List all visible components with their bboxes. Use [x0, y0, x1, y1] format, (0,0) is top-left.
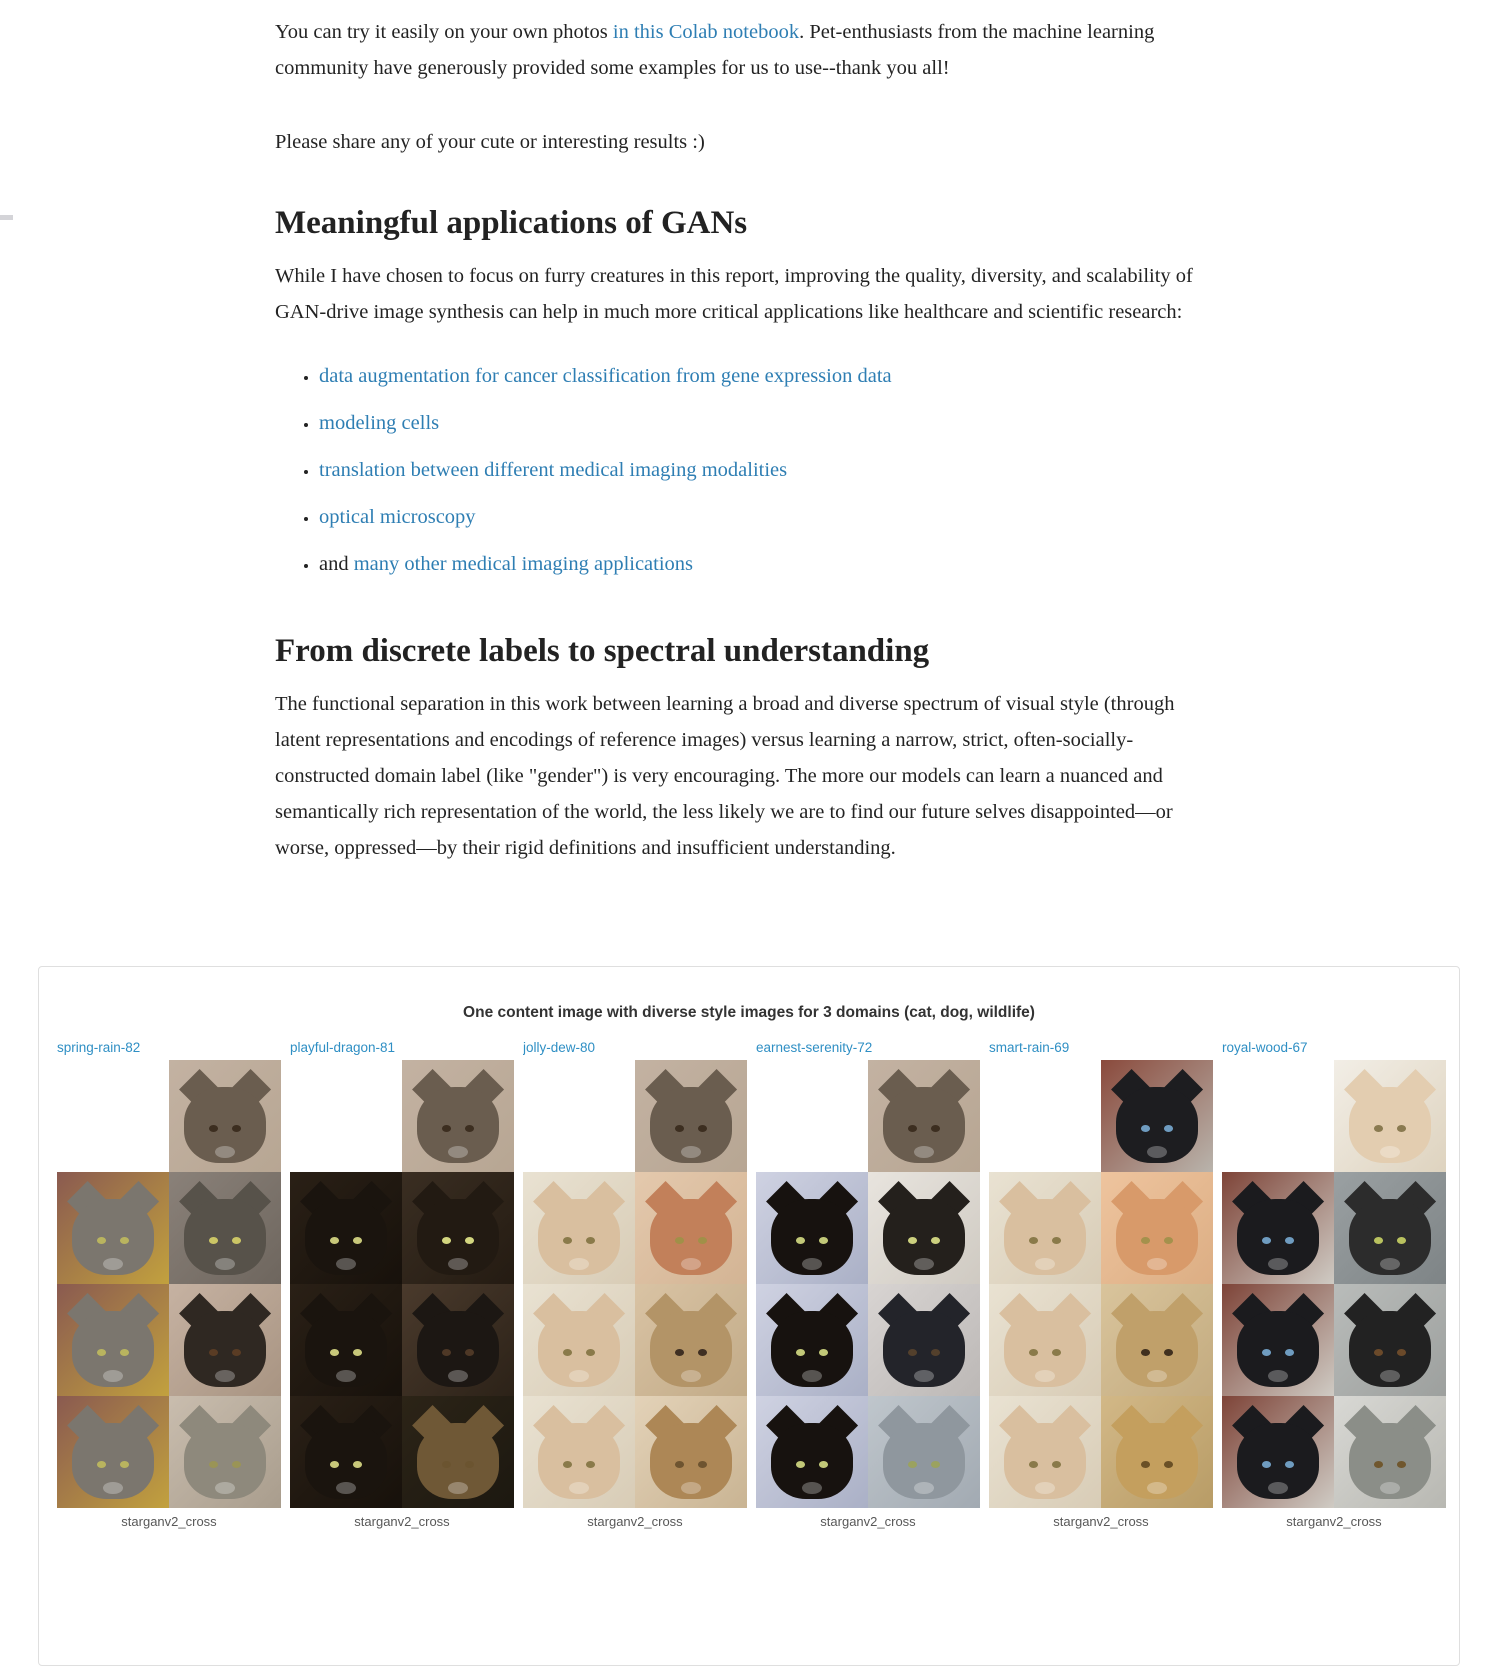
animal-eye-shape [698, 1125, 707, 1132]
output-image-cat[interactable] [169, 1172, 281, 1284]
animal-muzzle-shape [802, 1370, 822, 1382]
animal-face-shape [650, 1199, 733, 1275]
animal-eye-shape [442, 1237, 451, 1244]
animal-eye-shape [908, 1237, 917, 1244]
animal-face-shape [1004, 1199, 1087, 1275]
output-image-dog[interactable] [1101, 1284, 1213, 1396]
animal-eye-shape [330, 1461, 339, 1468]
animal-eye-shape [675, 1461, 684, 1468]
animal-face-shape [1116, 1087, 1199, 1163]
media-column [1222, 1040, 1446, 1529]
media-columns [57, 1040, 1447, 1529]
animal-eye-shape [209, 1125, 218, 1132]
animal-face-shape [305, 1199, 388, 1275]
output-image-cat[interactable] [635, 1172, 747, 1284]
style-image[interactable] [989, 1396, 1101, 1508]
empty-cell [57, 1060, 169, 1172]
animal-muzzle-shape [1380, 1482, 1400, 1494]
output-image-cat[interactable] [868, 1172, 980, 1284]
media-caption: starganv2_cross [1286, 1514, 1382, 1529]
style-image[interactable] [756, 1172, 868, 1284]
animal-eye-shape [1262, 1349, 1271, 1356]
animal-face-shape [1116, 1311, 1199, 1387]
animal-face-shape [184, 1087, 267, 1163]
animal-muzzle-shape [336, 1370, 356, 1382]
animal-eye-shape [1397, 1125, 1406, 1132]
animal-eye-shape [353, 1237, 362, 1244]
animal-muzzle-shape [681, 1482, 701, 1494]
animal-face-shape [72, 1199, 155, 1275]
animal-muzzle-shape [215, 1258, 235, 1270]
animal-eye-shape [353, 1349, 362, 1356]
animal-eye-shape [1164, 1349, 1173, 1356]
image-grid [989, 1060, 1213, 1508]
list-item [319, 499, 1223, 535]
animal-eye-shape [442, 1349, 451, 1356]
list-item [319, 405, 1223, 441]
animal-eye-shape [209, 1349, 218, 1356]
media-caption: starganv2_cross [121, 1514, 217, 1529]
animal-face-shape [883, 1423, 966, 1499]
list-item-prefix: and [319, 553, 354, 575]
animal-eye-shape [1141, 1461, 1150, 1468]
output-image-wildlife[interactable] [635, 1396, 747, 1508]
style-image[interactable] [57, 1396, 169, 1508]
animal-eye-shape [1141, 1349, 1150, 1356]
animal-face-shape [538, 1311, 621, 1387]
animal-face-shape [184, 1199, 267, 1275]
animal-face-shape [771, 1423, 854, 1499]
animal-eye-shape [1374, 1125, 1383, 1132]
style-image[interactable] [1222, 1284, 1334, 1396]
animal-muzzle-shape [103, 1370, 123, 1382]
output-image-wildlife[interactable] [1101, 1396, 1213, 1508]
animal-eye-shape [1052, 1461, 1061, 1468]
image-grid [290, 1060, 514, 1508]
style-image[interactable] [57, 1172, 169, 1284]
animal-face-shape [1237, 1199, 1320, 1275]
animal-eye-shape [120, 1349, 129, 1356]
animal-face-shape [883, 1199, 966, 1275]
animal-eye-shape [908, 1349, 917, 1356]
animal-face-shape [650, 1087, 733, 1163]
animal-eye-shape [1397, 1237, 1406, 1244]
applications-paragraph: While I have chosen to focus on furry creatures in this report, improving the quality, diversity, and scalability of GAN-drive image synthesis can help in much more critical applications like healthcare and scientific research: [275, 265, 1193, 323]
animal-face-shape [1349, 1087, 1432, 1163]
animal-eye-shape [97, 1349, 106, 1356]
run-name-link[interactable]: jolly-dew-80 [523, 1040, 596, 1055]
intro-text-before-link: You can try it easily on your own photos [275, 21, 613, 43]
media-caption: starganv2_cross [354, 1514, 450, 1529]
animal-muzzle-shape [1380, 1370, 1400, 1382]
output-image-dog[interactable] [402, 1284, 514, 1396]
animal-muzzle-shape [1268, 1258, 1288, 1270]
content-image[interactable] [868, 1060, 980, 1172]
style-image[interactable] [756, 1396, 868, 1508]
animal-muzzle-shape [448, 1482, 468, 1494]
animal-face-shape [417, 1311, 500, 1387]
animal-eye-shape [698, 1461, 707, 1468]
animal-muzzle-shape [448, 1370, 468, 1382]
animal-muzzle-shape [1147, 1482, 1167, 1494]
animal-eye-shape [232, 1125, 241, 1132]
run-name-link[interactable]: spring-rain-82 [57, 1040, 141, 1055]
media-panel [38, 966, 1460, 1666]
animal-muzzle-shape [681, 1258, 701, 1270]
animal-eye-shape [908, 1125, 917, 1132]
animal-muzzle-shape [448, 1258, 468, 1270]
style-image[interactable] [523, 1396, 635, 1508]
style-image[interactable] [523, 1172, 635, 1284]
run-name-link[interactable]: playful-dragon-81 [290, 1040, 396, 1055]
animal-eye-shape [675, 1125, 684, 1132]
animal-face-shape [538, 1423, 621, 1499]
content-image[interactable] [169, 1060, 281, 1172]
animal-eye-shape [1029, 1461, 1038, 1468]
style-image[interactable] [1222, 1396, 1334, 1508]
empty-cell [1222, 1060, 1334, 1172]
output-image-wildlife[interactable] [402, 1396, 514, 1508]
animal-eye-shape [1374, 1349, 1383, 1356]
spectral-paragraph: The functional separation in this work between learning a broad and diverse spectrum of visual style (through latent representations and encodings of reference images) versus learning a narrow, strict, often-socially-constructed domain label (like "gender") is very encouraging. The more our models can learn a nuanced and semantically rich representation of the world, the less likely we are to find our future selves disappointed—or worse, oppressed—by their rigid definitions and insufficient understanding. [275, 693, 1175, 859]
animal-face-shape [538, 1199, 621, 1275]
image-grid [756, 1060, 980, 1508]
media-caption: starganv2_cross [820, 1514, 916, 1529]
animal-eye-shape [1374, 1461, 1383, 1468]
animal-muzzle-shape [1147, 1370, 1167, 1382]
animal-eye-shape [209, 1237, 218, 1244]
animal-muzzle-shape [914, 1482, 934, 1494]
animal-face-shape [1004, 1311, 1087, 1387]
animal-eye-shape [120, 1461, 129, 1468]
heading-meaningful-applications: Meaningful applications of GANs [275, 205, 748, 241]
animal-eye-shape [465, 1125, 474, 1132]
animal-eye-shape [698, 1349, 707, 1356]
animal-face-shape [1237, 1423, 1320, 1499]
animal-muzzle-shape [569, 1370, 589, 1382]
style-image[interactable] [989, 1172, 1101, 1284]
animal-eye-shape [819, 1461, 828, 1468]
animal-eye-shape [931, 1125, 940, 1132]
animal-eye-shape [1052, 1349, 1061, 1356]
animal-eye-shape [442, 1125, 451, 1132]
run-name-link[interactable]: smart-rain-69 [989, 1040, 1070, 1055]
animal-muzzle-shape [1035, 1258, 1055, 1270]
media-column [290, 1040, 514, 1529]
animal-eye-shape [232, 1237, 241, 1244]
animal-eye-shape [465, 1349, 474, 1356]
media-column [756, 1040, 980, 1529]
animal-eye-shape [1029, 1237, 1038, 1244]
animal-muzzle-shape [215, 1146, 235, 1158]
animal-muzzle-shape [448, 1146, 468, 1158]
report-article [275, 0, 1223, 866]
animal-eye-shape [353, 1461, 362, 1468]
animal-eye-shape [97, 1237, 106, 1244]
animal-eye-shape [442, 1461, 451, 1468]
animal-face-shape [650, 1423, 733, 1499]
style-image[interactable] [290, 1396, 402, 1508]
animal-face-shape [417, 1087, 500, 1163]
colab-notebook-link[interactable]: in this Colab notebook [612, 21, 800, 43]
animal-muzzle-shape [1147, 1146, 1167, 1158]
animal-muzzle-shape [802, 1482, 822, 1494]
empty-cell [290, 1060, 402, 1172]
animal-eye-shape [232, 1461, 241, 1468]
animal-eye-shape [586, 1461, 595, 1468]
style-image[interactable] [1222, 1172, 1334, 1284]
animal-eye-shape [931, 1237, 940, 1244]
animal-eye-shape [1262, 1237, 1271, 1244]
animal-eye-shape [819, 1349, 828, 1356]
animal-eye-shape [1374, 1237, 1383, 1244]
media-caption: starganv2_cross [587, 1514, 683, 1529]
link-other-medical-imaging[interactable]: many other medical imaging applications [353, 553, 694, 575]
animal-muzzle-shape [1035, 1370, 1055, 1382]
animal-muzzle-shape [569, 1258, 589, 1270]
animal-face-shape [305, 1423, 388, 1499]
link-cancer-classification[interactable]: data augmentation for cancer classification from gene expression data [319, 365, 892, 387]
animal-face-shape [650, 1311, 733, 1387]
media-column [57, 1040, 281, 1529]
style-image[interactable] [290, 1284, 402, 1396]
animal-eye-shape [1397, 1349, 1406, 1356]
share-results-paragraph: Please share any of your cute or interesting results :) [275, 131, 705, 153]
empty-cell [756, 1060, 868, 1172]
animal-face-shape [883, 1087, 966, 1163]
empty-cell [523, 1060, 635, 1172]
animal-eye-shape [796, 1461, 805, 1468]
animal-face-shape [72, 1423, 155, 1499]
run-name-link[interactable]: earnest-serenity-72 [756, 1040, 873, 1055]
animal-eye-shape [698, 1237, 707, 1244]
style-image[interactable] [989, 1284, 1101, 1396]
animal-face-shape [72, 1311, 155, 1387]
applications-link-list [275, 358, 1223, 582]
link-optical-microscopy[interactable]: optical microscopy [319, 506, 476, 528]
animal-face-shape [417, 1199, 500, 1275]
animal-face-shape [1349, 1423, 1432, 1499]
media-column [989, 1040, 1213, 1529]
animal-eye-shape [1285, 1349, 1294, 1356]
animal-face-shape [771, 1311, 854, 1387]
animal-face-shape [1237, 1311, 1320, 1387]
animal-eye-shape [209, 1461, 218, 1468]
output-image-wildlife[interactable] [1334, 1396, 1446, 1508]
animal-eye-shape [586, 1237, 595, 1244]
animal-muzzle-shape [914, 1370, 934, 1382]
animal-face-shape [184, 1311, 267, 1387]
animal-muzzle-shape [336, 1482, 356, 1494]
image-grid [1222, 1060, 1446, 1508]
media-column [523, 1040, 747, 1529]
animal-face-shape [1349, 1311, 1432, 1387]
animal-eye-shape [97, 1461, 106, 1468]
link-medical-imaging-translation[interactable]: translation between different medical imaging modalities [319, 459, 788, 481]
output-image-cat[interactable] [402, 1172, 514, 1284]
style-image[interactable] [523, 1284, 635, 1396]
animal-eye-shape [931, 1461, 940, 1468]
animal-eye-shape [1397, 1461, 1406, 1468]
animal-eye-shape [330, 1237, 339, 1244]
output-image-dog[interactable] [169, 1284, 281, 1396]
animal-eye-shape [1164, 1125, 1173, 1132]
animal-eye-shape [675, 1349, 684, 1356]
run-name-link[interactable]: royal-wood-67 [1222, 1040, 1308, 1055]
animal-eye-shape [675, 1237, 684, 1244]
animal-eye-shape [563, 1349, 572, 1356]
output-image-cat[interactable] [1101, 1172, 1213, 1284]
animal-eye-shape [796, 1349, 805, 1356]
animal-eye-shape [330, 1349, 339, 1356]
animal-eye-shape [465, 1237, 474, 1244]
animal-eye-shape [1164, 1461, 1173, 1468]
animal-face-shape [1349, 1199, 1432, 1275]
left-edge-tick [0, 215, 13, 220]
media-caption: starganv2_cross [1053, 1514, 1149, 1529]
animal-muzzle-shape [802, 1258, 822, 1270]
animal-muzzle-shape [1035, 1482, 1055, 1494]
output-image-dog[interactable] [868, 1284, 980, 1396]
animal-muzzle-shape [103, 1258, 123, 1270]
style-image[interactable] [756, 1284, 868, 1396]
empty-cell [989, 1060, 1101, 1172]
animal-eye-shape [1285, 1237, 1294, 1244]
animal-muzzle-shape [1380, 1258, 1400, 1270]
animal-eye-shape [1052, 1237, 1061, 1244]
animal-muzzle-shape [336, 1258, 356, 1270]
output-image-wildlife[interactable] [868, 1396, 980, 1508]
output-image-dog[interactable] [1334, 1284, 1446, 1396]
animal-face-shape [1116, 1423, 1199, 1499]
animal-muzzle-shape [1268, 1482, 1288, 1494]
animal-muzzle-shape [914, 1146, 934, 1158]
animal-muzzle-shape [914, 1258, 934, 1270]
image-grid [523, 1060, 747, 1508]
animal-muzzle-shape [1147, 1258, 1167, 1270]
animal-face-shape [1004, 1423, 1087, 1499]
image-grid [57, 1060, 281, 1508]
animal-eye-shape [1141, 1125, 1150, 1132]
animal-eye-shape [232, 1349, 241, 1356]
output-image-cat[interactable] [1334, 1172, 1446, 1284]
animal-muzzle-shape [1380, 1146, 1400, 1158]
animal-eye-shape [1141, 1237, 1150, 1244]
animal-eye-shape [1029, 1349, 1038, 1356]
animal-muzzle-shape [103, 1482, 123, 1494]
animal-muzzle-shape [569, 1482, 589, 1494]
animal-eye-shape [796, 1237, 805, 1244]
animal-eye-shape [465, 1461, 474, 1468]
style-image[interactable] [57, 1284, 169, 1396]
panel-title: One content image with diverse style images for 3 domains (cat, dog, wildlife) [463, 1004, 1035, 1021]
list-item [319, 358, 1223, 394]
output-image-wildlife[interactable] [169, 1396, 281, 1508]
animal-face-shape [184, 1423, 267, 1499]
animal-face-shape [1116, 1199, 1199, 1275]
animal-eye-shape [819, 1237, 828, 1244]
animal-face-shape [883, 1311, 966, 1387]
animal-eye-shape [908, 1461, 917, 1468]
link-modeling-cells[interactable]: modeling cells [319, 412, 440, 434]
list-item [319, 546, 1223, 582]
animal-muzzle-shape [681, 1370, 701, 1382]
animal-muzzle-shape [215, 1370, 235, 1382]
animal-face-shape [305, 1311, 388, 1387]
animal-eye-shape [563, 1461, 572, 1468]
intro-paragraph [275, 0, 1223, 86]
content-image[interactable] [1101, 1060, 1213, 1172]
animal-face-shape [417, 1423, 500, 1499]
animal-eye-shape [1262, 1461, 1271, 1468]
content-image[interactable] [402, 1060, 514, 1172]
output-image-dog[interactable] [635, 1284, 747, 1396]
animal-muzzle-shape [681, 1146, 701, 1158]
intro-text-after-link: . Pet-enthusiasts from the machine learning community have generously provided some examples for us to use--thank you all! [275, 21, 1155, 79]
animal-eye-shape [563, 1237, 572, 1244]
animal-eye-shape [586, 1349, 595, 1356]
list-item [319, 452, 1223, 488]
heading-spectral-understanding: From discrete labels to spectral understanding [275, 633, 930, 669]
animal-muzzle-shape [215, 1482, 235, 1494]
content-image[interactable] [635, 1060, 747, 1172]
animal-eye-shape [1285, 1461, 1294, 1468]
animal-eye-shape [931, 1349, 940, 1356]
animal-eye-shape [120, 1237, 129, 1244]
animal-face-shape [771, 1199, 854, 1275]
content-image[interactable] [1334, 1060, 1446, 1172]
animal-muzzle-shape [1268, 1370, 1288, 1382]
animal-eye-shape [1164, 1237, 1173, 1244]
style-image[interactable] [290, 1172, 402, 1284]
